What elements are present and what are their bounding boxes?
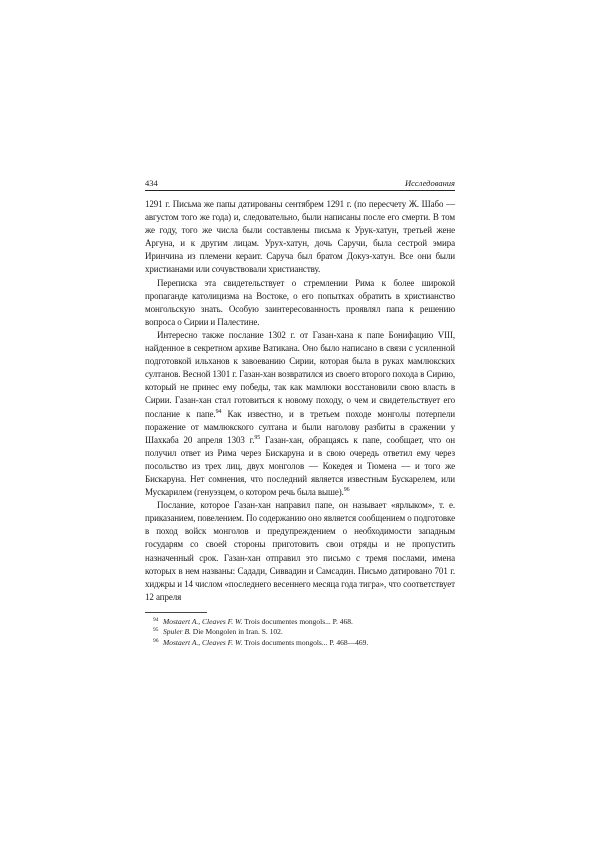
body-text [145, 198, 455, 604]
footnote-text: Trois documentes mongols... P. 468. [242, 616, 353, 626]
footnote-ref[interactable]: 94 [215, 408, 222, 415]
paragraph [145, 499, 455, 604]
footnote-ref[interactable]: 96 [343, 487, 350, 494]
footnote-text: Trois documents mongols... P. 468—469. [242, 637, 369, 647]
book-page [145, 178, 455, 648]
paragraph-text: Переписка эта свидетельствует о стремлении Рима к более широкой пропаганде католицизма на Востоке, о его попытках обратить в христианство монгольскую знать. Особую заинтересованность проявлял папа к решению вопроса о Сирии и Палестине. [145, 277, 455, 327]
page-number: 434 [145, 178, 158, 188]
footnote [145, 617, 455, 628]
paragraph [145, 329, 455, 499]
footnote-number: 96 [153, 637, 159, 644]
footnote-number: 95 [153, 627, 159, 634]
footnote [145, 627, 455, 638]
paragraph-text: Газан-хан, обращаясь к папе, сообщает, что он получил ответ из Рима через Бискаруна и в свою очередь ответил ему через посольство из трех лиц, двух монголов — Кокедея и Тюмена — и того же Бискаруна. Нет сомнения, что последний является известным Бускарелем, или Мускарилем (генуэзцем, о котором речь была выше). [145, 434, 455, 498]
paragraph-text: 1291 г. Письма же папы датированы сентябрем 1291 г. (по пересчету Ж. Шабо — августом того же года) и, следовательно, были написаны после его смерти. В том же году, того же числа были составлены письма к Урук-хатун, третьей жене Аргуна, и к другим лицам. Урух-хатун, дочь Саручи, была сестрой эмира Иринчина из племени кераит. Саруча был братом Докуз-хатун. Все они были христианами или сочувствовали христианству. [145, 199, 455, 275]
paragraph [145, 277, 455, 329]
paragraph [145, 198, 455, 277]
footnotes [145, 617, 455, 649]
paragraph-text: Послание, которое Газан-хан направил папе, он называет «ярлыком», т. е. приказанием, повелением. По содержанию оно является сообщением о подготовке в поход войск монголов и предупреждением о необходимости западным государям со своей стороны приготовить свои отряды и не пропустить назначенный срок. Газан-хан отправил это письмо с тремя послами, имена которых в нем названы: Садади, Сиввадин и Самсадин. Письмо датировано 701 г. хиджры и 14 числом «последнего весеннего месяца года тигра», что соответствует 12 апреля [145, 500, 455, 602]
footnote-author: Mostaert A., Cleaves F. W. [163, 616, 243, 626]
running-title: Исследования [404, 178, 455, 188]
footnote-separator [145, 612, 207, 613]
paragraph-text: Интересно также послание 1302 г. от Газан-хана к папе Бонифацию VIII, найденное в секретном архиве Ватикана. Оно было написано в связи с усиленной подготовкой ильханов к завоеванию Сирии, которая была в руках мамлюкских султанов. Весной 1301 г. Газан-хан возвратился из своего второго похода в Сирию, который не принес ему победы, так как мамлюки восстановили свою власть в Сирии. Газан-хан стал готовиться к новому походу, о чем и свидетельствует его послание к папе. [145, 329, 455, 419]
footnote-author: Mostaert A., Cleaves F. W. [163, 637, 243, 647]
footnote-ref[interactable]: 95 [254, 434, 261, 441]
footnote-text: Die Mongolen in Iran. S. 102. [190, 627, 283, 637]
paragraph-text: Как известно, и в третьем походе монголы потерпели поражение от мамлюкского султана и были наголову разбиты в сражении у Шахкаба 20 апреля 1303 г. [145, 408, 455, 445]
footnote [145, 638, 455, 649]
footnote-author: Spuler B. [163, 627, 191, 637]
page-header [145, 178, 455, 191]
footnote-number: 94 [153, 616, 159, 623]
